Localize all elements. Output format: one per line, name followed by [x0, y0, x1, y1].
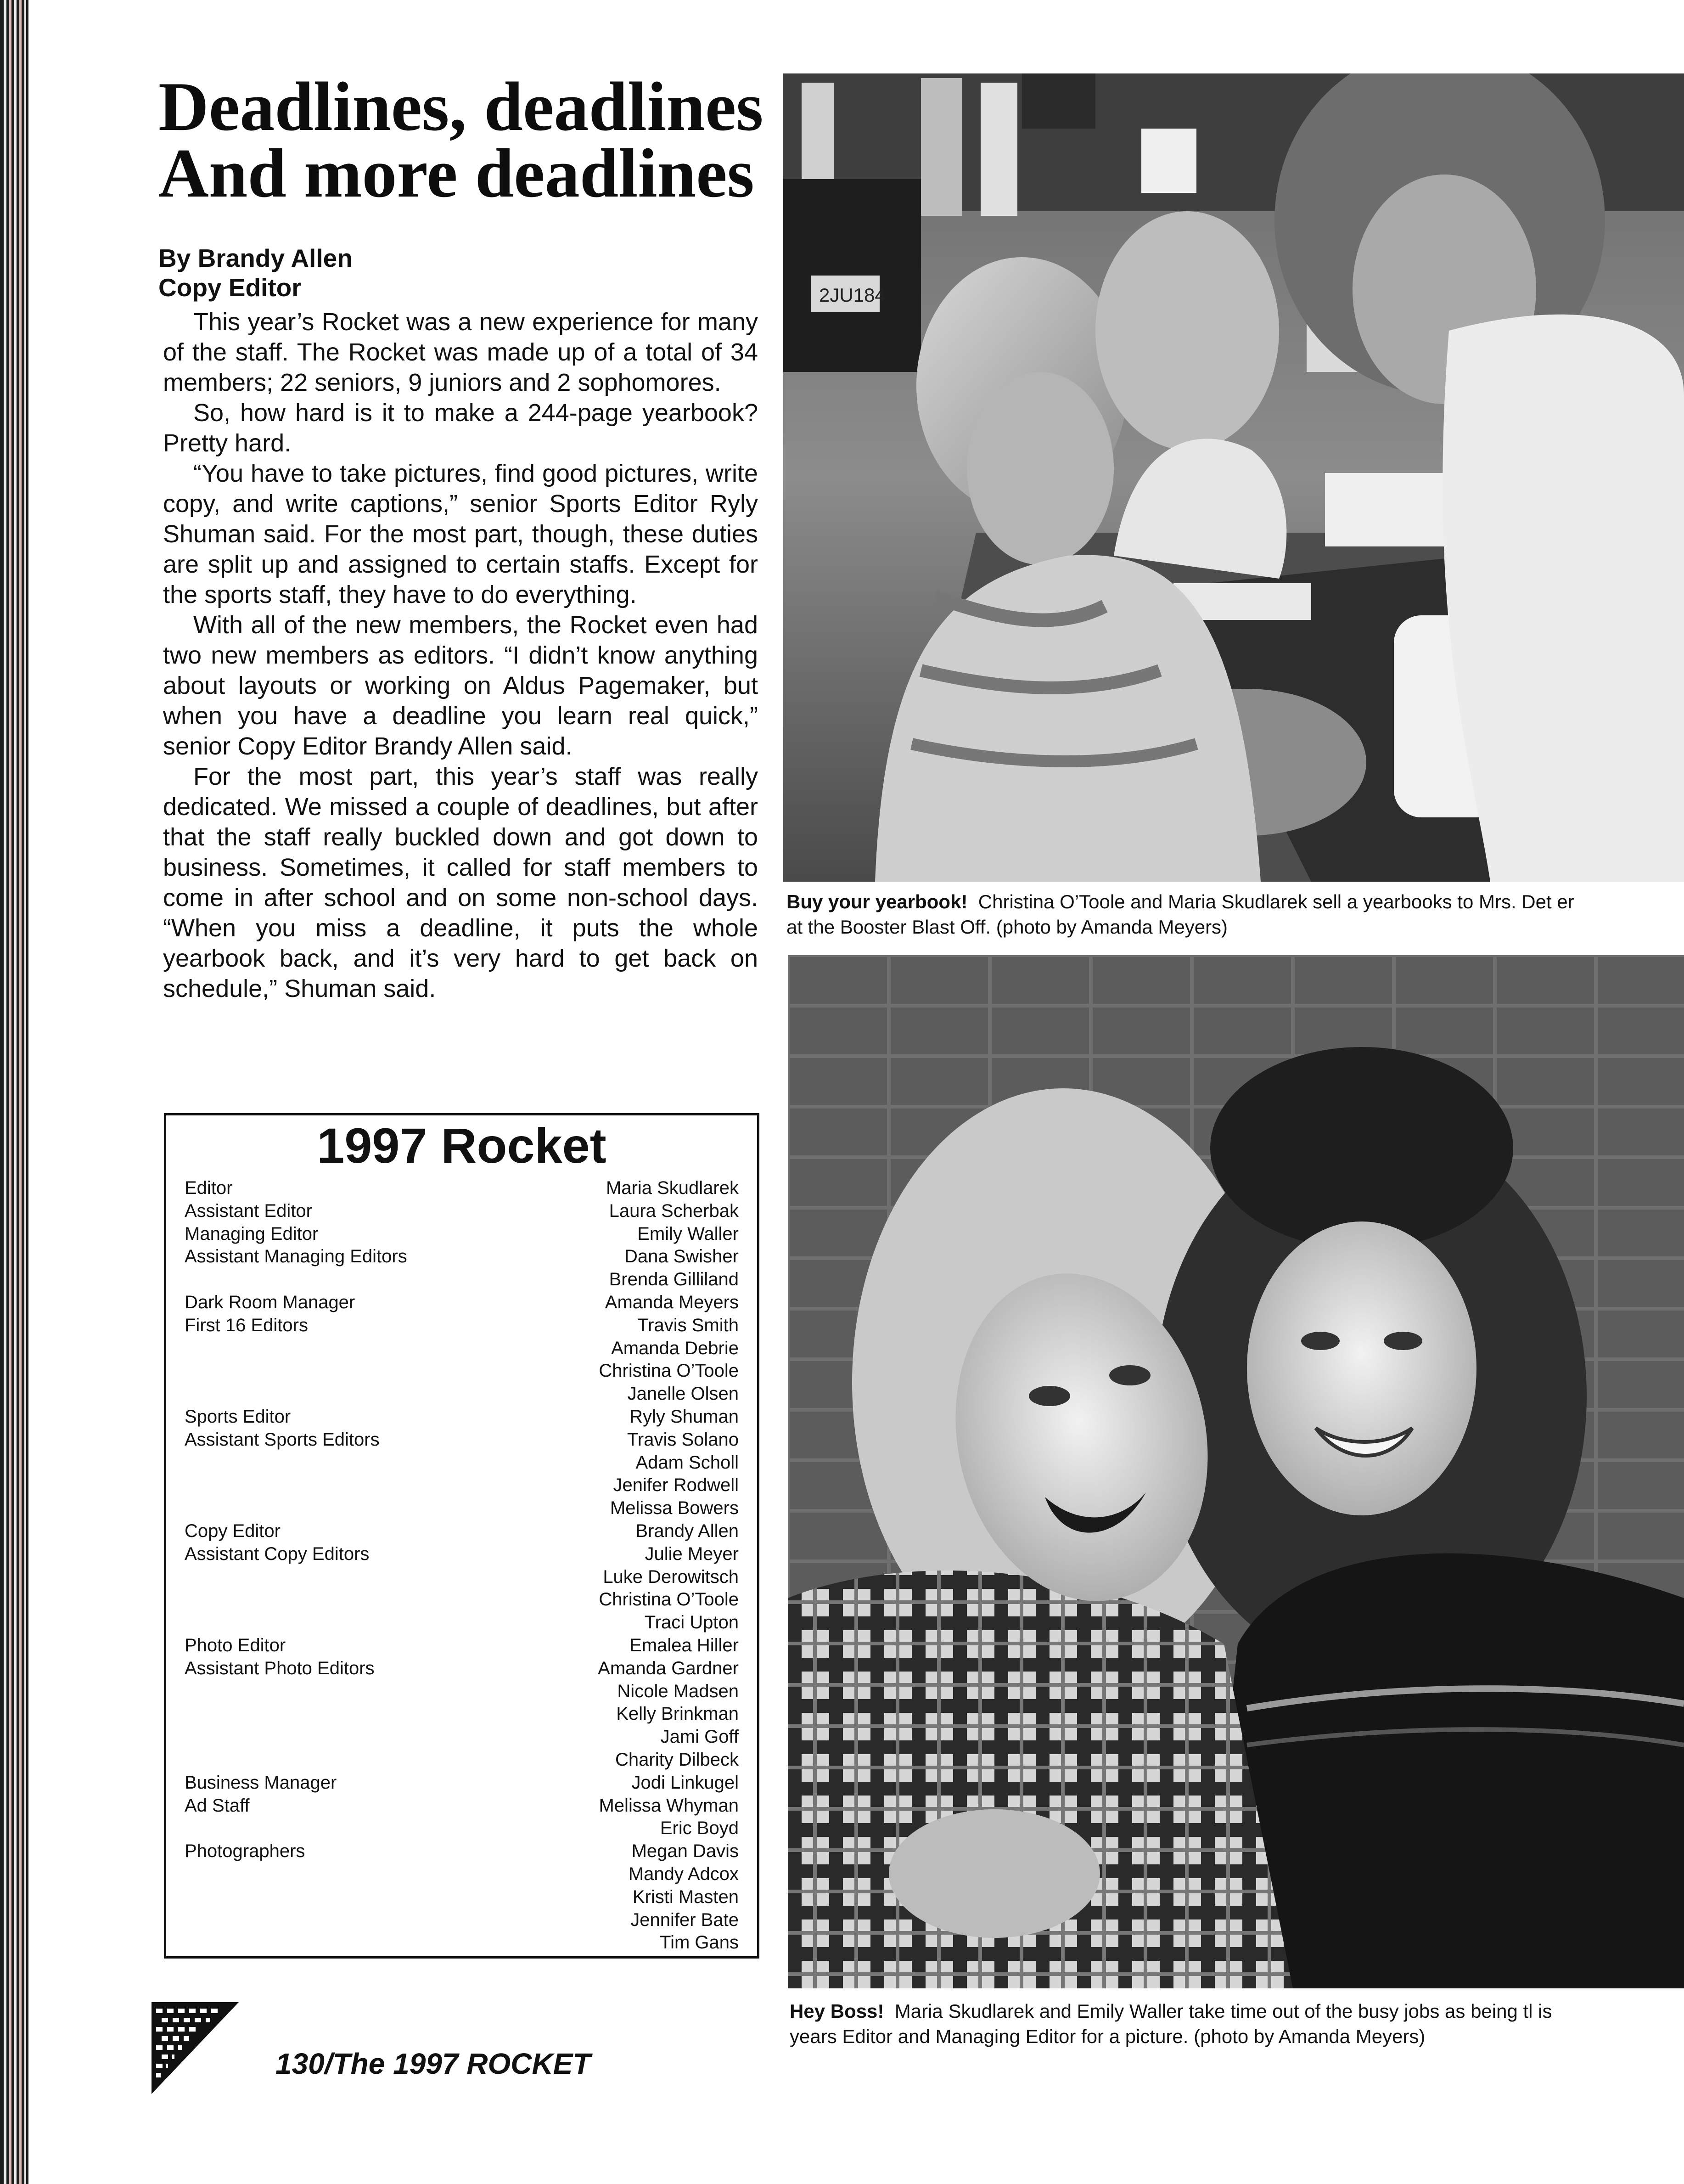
staff-row: [185, 1680, 739, 1703]
staff-role: Business Manager: [185, 1772, 337, 1793]
staff-row: [185, 1795, 739, 1818]
staff-row: [185, 1863, 739, 1886]
staff-name: Emily Waller: [637, 1223, 739, 1244]
staff-name: Kristi Masten: [632, 1886, 739, 1907]
staff-role: Editor: [185, 1178, 233, 1198]
staff-name: Janelle Olsen: [627, 1384, 739, 1404]
staff-name: Melissa Whyman: [599, 1795, 739, 1816]
staff-name: Ryly Shuman: [629, 1406, 739, 1427]
photo1-plate-text: 2JU184: [819, 284, 886, 306]
staff-name: Brenda Gilliland: [609, 1269, 739, 1290]
staff-name: Melissa Bowers: [610, 1498, 739, 1519]
staff-row: [185, 1886, 739, 1909]
staff-row: [185, 1360, 739, 1383]
staff-name: Luke Derowitsch: [603, 1566, 739, 1587]
staff-listing-box: [164, 1113, 759, 1959]
staff-name: Adam Scholl: [635, 1452, 739, 1473]
staff-row: [185, 1497, 739, 1520]
staff-row: [185, 1429, 739, 1452]
staff-name: Brandy Allen: [635, 1520, 739, 1541]
staff-row: [185, 1314, 739, 1337]
staff-list: [185, 1177, 739, 1954]
staff-name: Christina O’Toole: [599, 1361, 739, 1381]
staff-name: Megan Davis: [631, 1841, 739, 1862]
staff-role: Assistant Managing Editors: [185, 1246, 407, 1267]
article-headline: [158, 68, 769, 212]
staff-name: Laura Scherbak: [609, 1200, 739, 1221]
staff-role: Assistant Sports Editors: [185, 1429, 380, 1450]
staff-row: [185, 1223, 739, 1246]
staff-role: Dark Room Manager: [185, 1292, 355, 1312]
byline-author: By Brandy Allen: [158, 244, 353, 272]
staff-name: Nicole Madsen: [617, 1681, 739, 1701]
staff-row: [185, 1909, 739, 1932]
staff-row: [185, 1817, 739, 1840]
photo1-caption: [786, 889, 1574, 940]
photo2-caption-text: years Editor and Managing Editor for a picture. (photo by Amanda Meyers): [790, 2026, 1426, 2047]
staff-name: Amanda Meyers: [605, 1292, 739, 1312]
photo-editors-portrait-image: [788, 955, 1684, 1988]
staff-row: [185, 1474, 739, 1497]
staff-name: Christina O’Toole: [599, 1589, 739, 1610]
photo2-caption-text: Maria Skudlarek and Emily Waller take time out of the busy jobs as being tl is: [894, 2000, 1552, 2022]
staff-row: [185, 1611, 739, 1634]
staff-name: Travis Smith: [637, 1315, 739, 1335]
staff-row: [185, 1749, 739, 1772]
staff-row: [185, 1588, 739, 1611]
staff-name: Charity Dilbeck: [615, 1749, 739, 1770]
byline: [158, 243, 755, 302]
staff-row: [185, 1931, 739, 1954]
article-paragraph: This year’s Rocket was a new experience for many of the staff. The Rocket was made up of a total of 34 members; 22 seniors, 9 juniors and 2 sophomores.: [163, 308, 758, 396]
photo2-caption: [790, 1998, 1552, 2049]
staff-row: [185, 1406, 739, 1429]
staff-role: Assistant Editor: [185, 1200, 312, 1221]
staff-row: [185, 1268, 739, 1291]
staff-row: [185, 1383, 739, 1406]
staff-name: Kelly Brinkman: [616, 1704, 739, 1724]
staff-row: [185, 1840, 739, 1863]
photo-yearbook-sale: [783, 73, 1684, 882]
staff-row: [185, 1703, 739, 1726]
staff-box-title: 1997 Rocket: [317, 1118, 606, 1173]
staff-name: Tim Gans: [660, 1932, 739, 1953]
staff-role: Copy Editor: [185, 1520, 281, 1541]
photo-editors-portrait: [788, 955, 1684, 1988]
staff-row: [185, 1634, 739, 1657]
staff-name: Jenifer Rodwell: [613, 1475, 739, 1496]
staff-name: Amanda Debrie: [611, 1338, 739, 1358]
staff-row: [185, 1566, 739, 1589]
staff-row: [185, 1245, 739, 1268]
staff-name: Maria Skudlarek: [606, 1178, 739, 1198]
staff-role: Managing Editor: [185, 1223, 319, 1244]
staff-name: Julie Meyer: [645, 1543, 739, 1564]
article-paragraph: For the most part, this year’s staff was really dedicated. We missed a couple of deadlines, but after that the staff really buckled down and got down to business. Sometimes, it called for staff members to come in after school and on some non-school days. “When you miss a deadline, it puts the whole yearbook back, and it’s very hard to get back on schedule,” Shuman said.: [163, 763, 758, 1002]
photo1-caption-text: Christina O’Toole and Maria Skudlarek sell a yearbooks to Mrs. Det er: [978, 891, 1574, 912]
staff-name: Amanda Gardner: [598, 1658, 739, 1678]
staff-row: [185, 1657, 739, 1680]
article-paragraph: So, how hard is it to make a 244-page yearbook? Pretty hard.: [163, 399, 758, 457]
staff-name: Emalea Hiller: [629, 1635, 739, 1655]
photo2-caption-lead: Hey Boss!: [790, 2000, 884, 2022]
page-folio: 130/The 1997 ROCKET: [275, 2047, 591, 2080]
staff-row: [185, 1726, 739, 1749]
rocket-logo-icon: [152, 2002, 239, 2094]
staff-name: Dana Swisher: [624, 1246, 739, 1267]
headline-line-2: And more deadlines: [158, 135, 754, 212]
photo1-caption-text: at the Booster Blast Off. (photo by Amanda Meyers): [786, 916, 1228, 938]
staff-row: [185, 1337, 739, 1360]
photo-yearbook-sale-image: [783, 73, 1684, 882]
article-paragraph: With all of the new members, the Rocket even had two new members as editors. “I didn’t know anything about layouts or working on Aldus Pagemaker, but when you have a deadline you learn real quick,” senior Copy Editor Brandy Allen said.: [163, 611, 758, 760]
staff-row: [185, 1200, 739, 1223]
staff-row: [185, 1772, 739, 1795]
staff-row: [185, 1520, 739, 1543]
staff-name: Eric Boyd: [660, 1818, 739, 1839]
staff-name: Jennifer Bate: [630, 1909, 739, 1930]
byline-role: Copy Editor: [158, 273, 302, 302]
staff-name: Traci Upton: [644, 1612, 739, 1633]
staff-row: [185, 1543, 739, 1566]
staff-name: Travis Solano: [627, 1429, 739, 1450]
staff-role: First 16 Editors: [185, 1315, 308, 1335]
staff-name: Mandy Adcox: [628, 1863, 739, 1884]
page-binding-edge: [0, 0, 28, 2184]
staff-name: Jodi Linkugel: [631, 1772, 739, 1793]
staff-row: [185, 1177, 739, 1200]
staff-row: [185, 1452, 739, 1475]
staff-role: Sports Editor: [185, 1406, 291, 1427]
staff-role: Ad Staff: [185, 1795, 250, 1816]
staff-role: Photographers: [185, 1841, 305, 1862]
article-body: [163, 307, 758, 1004]
staff-name: Jami Goff: [660, 1727, 739, 1747]
article-paragraph: “You have to take pictures, find good pictures, write copy, and write captions,” senior Sports Editor Ryly Shuman said. For the most part, though, these duties are split up and assigned to certain staffs. Except for the sports staff, they have to do everything.: [163, 460, 758, 608]
staff-role: Photo Editor: [185, 1635, 286, 1655]
staff-role: Assistant Photo Editors: [185, 1658, 375, 1678]
staff-row: [185, 1291, 739, 1314]
photo1-caption-lead: Buy your yearbook!: [786, 891, 968, 912]
staff-role: Assistant Copy Editors: [185, 1543, 370, 1564]
headline-line-1: Deadlines, deadlines: [158, 68, 763, 145]
